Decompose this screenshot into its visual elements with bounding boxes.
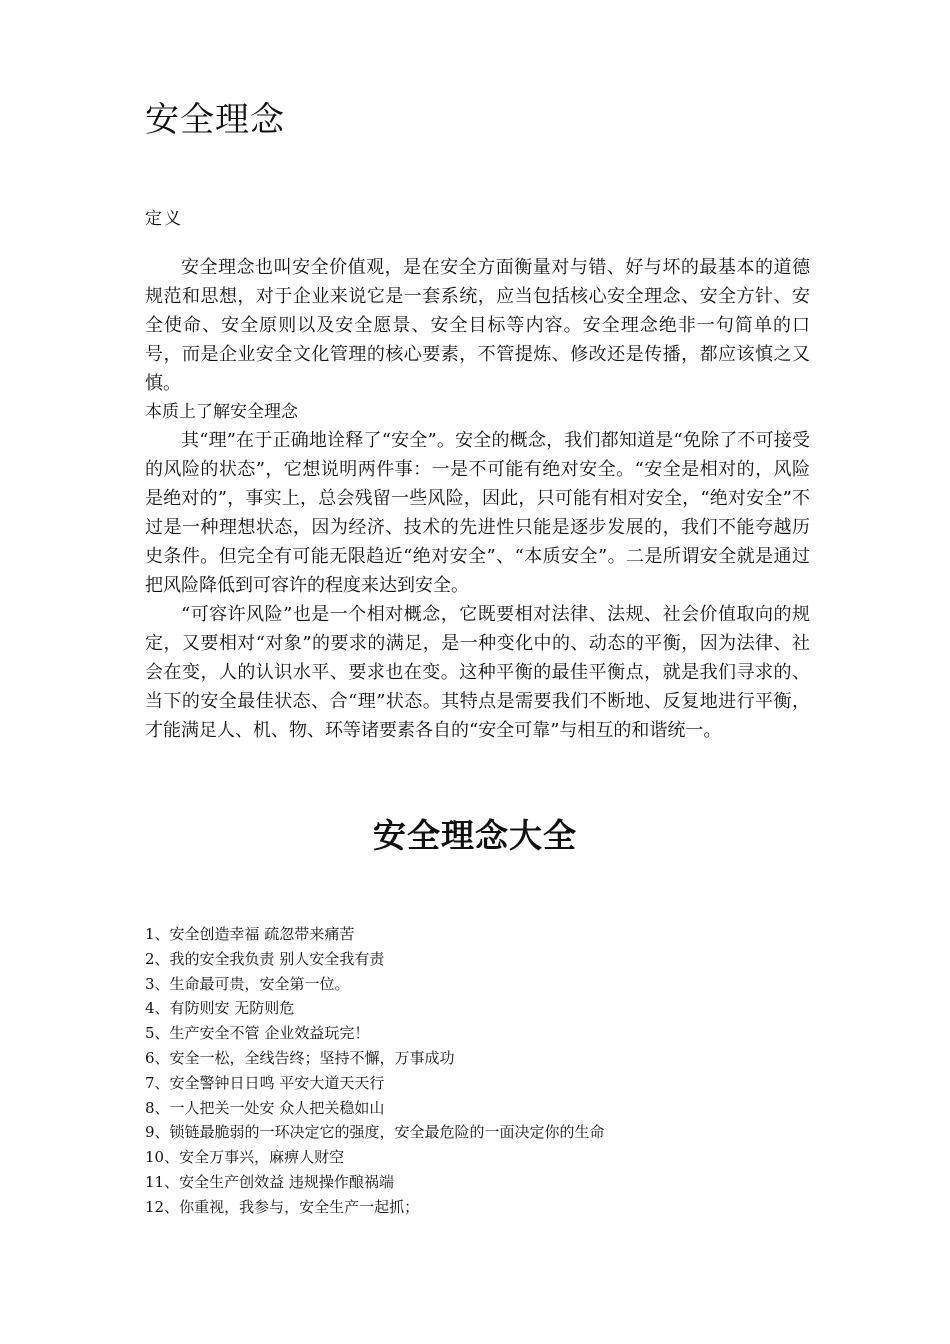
subheading-essence: 本质上了解安全理念 (145, 402, 298, 422)
list-item: 6、安全一松，全线告终；坚持不懈，万事成功 (145, 1048, 455, 1067)
list-item: 3、生命最可贵，安全第一位。 (145, 974, 350, 993)
slogans-title: 安全理念大全 (373, 816, 577, 855)
list-item: 4、有防则安 无防则危 (145, 999, 295, 1018)
paragraph-definition: 安全理念也叫安全价值观，是在安全方面衡量对与错、好与坏的最基本的道德规范和思想，对于企业来说它是一套系统，应当包括核心安全理念、安全方针、安全使命、安全原则以及安全愿景、安全目标等内容。安全理念绝非一句简单的口号，而是企业安全文化管理的核心要素，不管提炼、修改还是传播，都应该慎之又慎。 (145, 257, 810, 394)
list-item: 5、生产安全不管 企业效益玩完！ (145, 1024, 370, 1043)
document-title: 安全理念 (145, 100, 285, 140)
definition-label: 定义 (145, 209, 183, 229)
paragraph-essence: 其“理”在于正确地诠释了“安全”。安全的概念，我们都知道是“免除了不可接受的风险的状态”，它想说明两件事：一是不可能有绝对安全。“安全是相对的，风险是绝对的”，事实上，总会残留一些风险，因此，只可能有相对安全，“绝对安全”不过是一种理想状态，因为经济、技术的先进性只能是逐步发展的，我们不能夸越历史条件。但完全有可能无限趋近“绝对安全”、“本质安全”。二是所谓安全就是通过把风险降低到可容许的程度来达到安全。 (145, 430, 810, 596)
list-item: 8、一人把关一处安 众人把关稳如山 (145, 1098, 385, 1117)
list-item: 12、你重视，我参与，安全生产一起抓； (145, 1197, 420, 1216)
list-item: 11、安全生产创效益 违规操作酿祸端 (145, 1172, 394, 1191)
slogan-list (145, 922, 605, 1220)
list-item: 10、安全万事兴，麻痹人财空 (145, 1148, 345, 1167)
list-item: 9、锁链最脆弱的一环决定它的强度，安全最危险的一面决定你的生命 (145, 1123, 605, 1142)
paragraph-tolerable-risk: “可容许风险”也是一个相对概念，它既要相对法律、法规、社会价值取向的规定，又要相对“对象”的要求的满足，是一种变化中的、动态的平衡，因为法律、社会在变，人的认识水平、要求也在变。这种平衡的最佳平衡点，就是我们寻求的、当下的安全最佳状态、合“理”状态。其特点是需要我们不断地、反复地进行平衡，才能满足人、机、物、环等诸要素各自的“安全可靠”与相互的和谐统一。 (145, 604, 810, 741)
body-text (145, 253, 810, 745)
list-item: 1、安全创造幸福 疏忽带来痛苦 (145, 925, 355, 943)
list-item: 2、我的安全我负责 别人安全我有责 (145, 949, 385, 968)
list-item: 7、安全警钟日日鸣 平安大道天天行 (145, 1073, 385, 1092)
